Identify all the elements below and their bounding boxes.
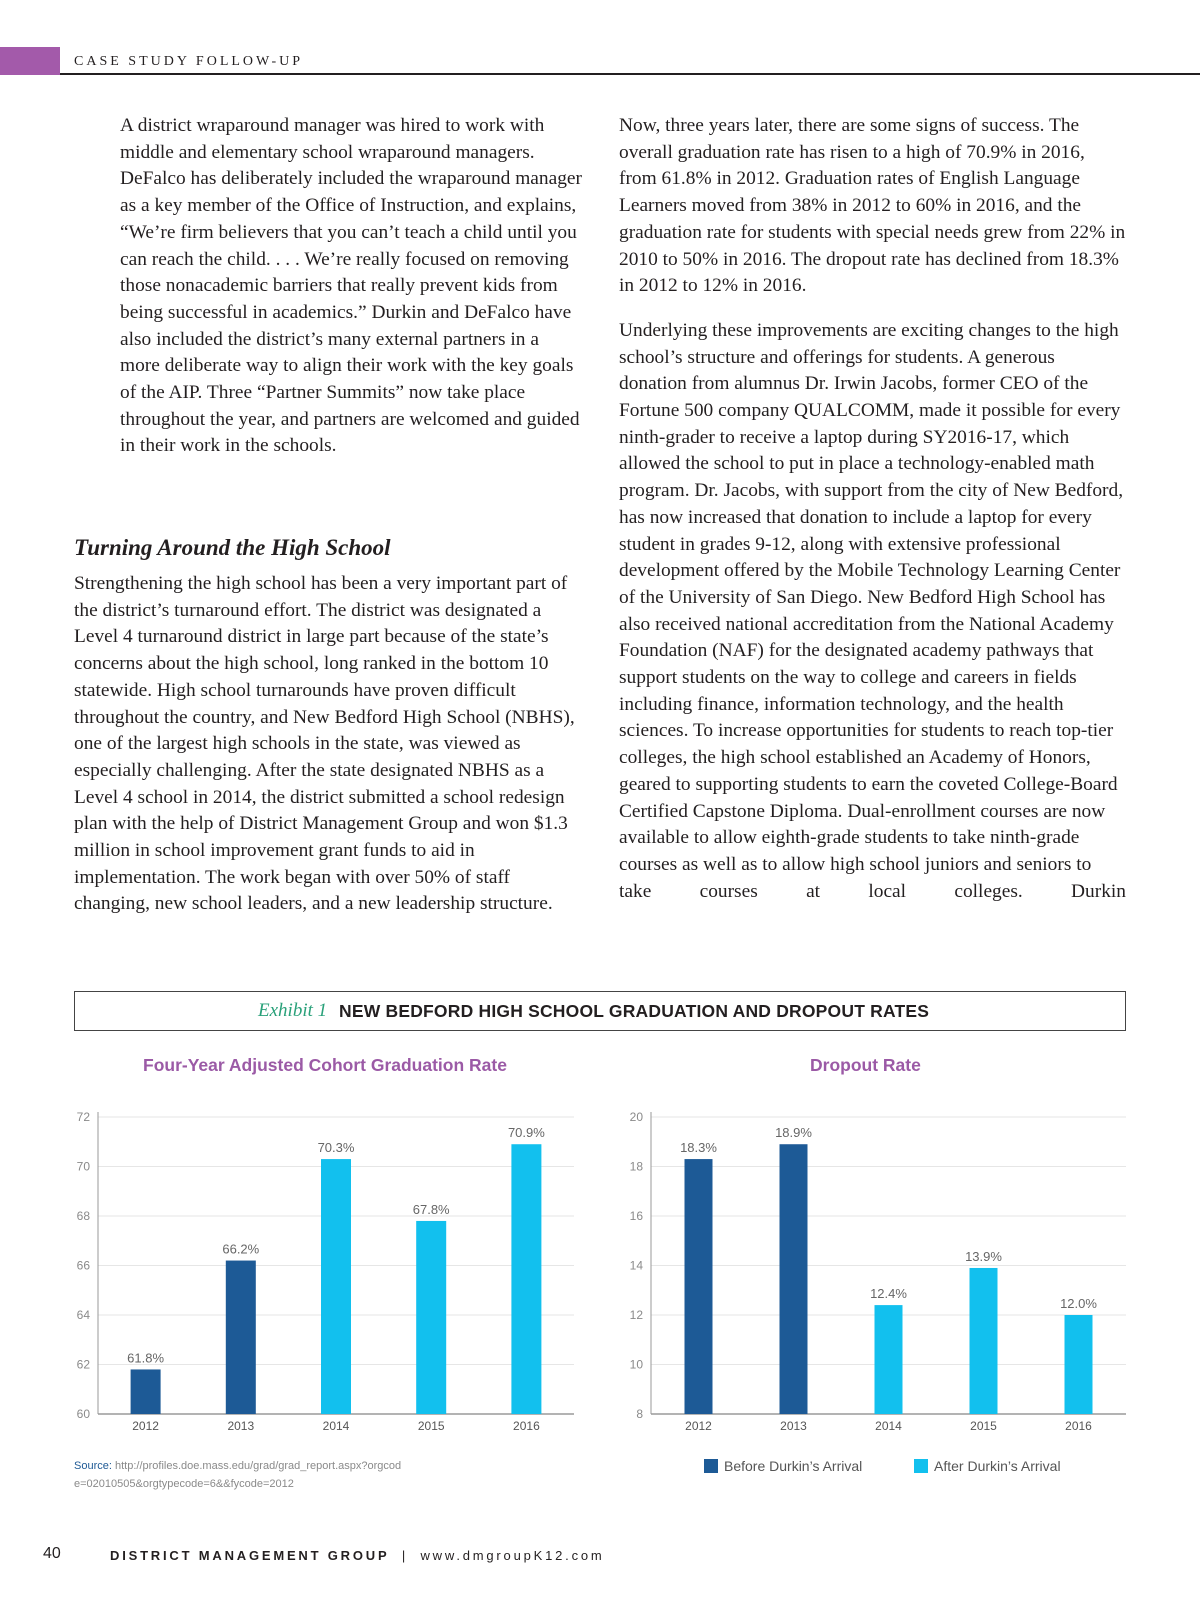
dropout-xtick-label-2013: 2013 xyxy=(780,1419,807,1433)
source-label: Source: xyxy=(74,1460,112,1472)
source-url: http://profiles.doe.mass.edu/grad/grad_report.aspx?orgcode=02010505&orgtypecode=6&&fycode=2012 xyxy=(74,1460,402,1490)
grad-bar-2012 xyxy=(131,1369,161,1414)
dropout-ytick-label: 18 xyxy=(629,1159,643,1174)
legend-swatch-before xyxy=(704,1459,718,1473)
dropout-ytick-label: 20 xyxy=(629,1110,643,1124)
grad-ytick-label: 72 xyxy=(76,1110,90,1124)
grad-ytick-label: 60 xyxy=(76,1407,90,1421)
grad-data-label-2016: 70.9% xyxy=(507,1125,545,1141)
grad-bar-2015 xyxy=(416,1221,446,1414)
dropout-xtick-label-2014: 2014 xyxy=(875,1419,902,1433)
footer-website: www.dmgroupK12.com xyxy=(420,1548,605,1563)
chart-title-graduation: Four-Year Adjusted Cohort Graduation Rate xyxy=(143,1055,507,1075)
dropout-xtick-label-2016: 2016 xyxy=(1065,1419,1092,1433)
dropout-bar-2013 xyxy=(780,1144,808,1414)
grad-xtick-label-2014: 2014 xyxy=(322,1419,350,1433)
dropout-data-label-2012: 18.3% xyxy=(680,1140,717,1156)
grad-ytick-label: 68 xyxy=(76,1209,90,1223)
grad-bar-2016 xyxy=(511,1144,541,1414)
dropout-data-label-2014: 12.4% xyxy=(870,1286,907,1302)
dropout-ytick-label: 16 xyxy=(629,1209,643,1223)
grad-ytick-label: 64 xyxy=(76,1308,90,1322)
dropout-data-label-2016: 12.0% xyxy=(1060,1296,1097,1311)
dropout-ytick-label: 8 xyxy=(636,1407,643,1421)
grad-data-label-2013: 66.2% xyxy=(222,1241,260,1257)
source-note xyxy=(74,1457,404,1493)
grad-xtick-label-2015: 2015 xyxy=(417,1419,445,1433)
dropout-ytick-label: 14 xyxy=(629,1258,643,1273)
footer-org: DISTRICT MANAGEMENT GROUP xyxy=(110,1548,390,1563)
exhibit-title: NEW BEDFORD HIGH SCHOOL GRADUATION AND DROPOUT RATES xyxy=(339,1001,930,1021)
page-number: 40 xyxy=(43,1545,61,1562)
grad-ytick-label: 66 xyxy=(76,1258,90,1273)
paragraph-high-school: Strengthening the high school has been a very important part of the district’s turnaround effort. The district was designated a Level 4 turnaround district in large part because of the state’s concerns about the high school, long ranked in the bottom 10 statewide. High school turnarounds have proven difficult throughout the country, and New Bedford High School (NBHS), one of the largest high schools in the state, was viewed as especially challenging. After the state designated NBHS as a Level 4 school in 2014, the district submitted a school redesign plan with the help of District Management Group and won $1.3 million in school improvement grant funds to aid in implementation. The work began with over 50% of staff changing, new school leaders, and a new leadership structure. xyxy=(74,573,575,915)
section-title: CASE STUDY FOLLOW-UP xyxy=(74,54,304,69)
grad-ytick-label: 70 xyxy=(76,1159,90,1174)
dropout-bar-2014 xyxy=(875,1305,903,1414)
legend-before xyxy=(704,1458,862,1474)
grad-bar-2013 xyxy=(226,1261,256,1414)
grad-xtick-label-2013: 2013 xyxy=(227,1419,255,1433)
legend-swatch-after xyxy=(914,1459,928,1473)
grad-ytick-label: 62 xyxy=(76,1357,90,1372)
dropout-ytick-label: 10 xyxy=(629,1357,643,1372)
paragraph-improvements: Underlying these improvements are exciting changes to the high school’s structure and offerings for students. A generous donation from alumnus Dr. Irwin Jacobs, former CEO of the Fortune 500 company QUALCOMM, made it possible for every ninth-grader to receive a laptop during SY2016-17, which allowed the school to put in place a technology-enabled math program. Dr. Jacobs, with support from the city of New Bedford, has now increased that donation to include a laptop for every student in grades 9-12, along with extensive professional development offered by the Mobile Technology Learning Center of the University of San Diego. New Bedford High School has also received national accreditation from the National Academy Foundation (NAF) for the designated academy pathways that support students on the way to college and careers in fields including finance, information technology, and the health sciences. To increase opportunities for students to reach top-tier colleges, the high school established an Academy of Honors, geared to supporting students to earn the coveted College-Board Certified Capstone Diploma. Dual-enrollment courses are now available to allow eighth-grade students to take ninth-grade courses as well as to allow high school juniors and seniors to take courses at local colleges. Durkin xyxy=(619,319,1126,902)
exhibit-label: Exhibit 1 xyxy=(258,1000,328,1021)
dropout-ytick-label: 12 xyxy=(629,1308,643,1322)
grad-xtick-label-2012: 2012 xyxy=(132,1419,159,1433)
grad-data-label-2012: 61.8% xyxy=(127,1350,165,1366)
dropout-xtick-label-2012: 2012 xyxy=(685,1419,712,1433)
dropout-xtick-label-2015: 2015 xyxy=(970,1419,997,1433)
chart-title-dropout: Dropout Rate xyxy=(810,1055,921,1075)
paragraph-wraparound: A district wraparound manager was hired to work with middle and elementary school wraparound managers. DeFalco has deliberately included the wraparound manager as a key member of the Office of Instruction, and explains, “We’re firm believers that you can’t teach a child until you can reach the child. . . . We’re really focused on removing those nonacademic barriers that really prevent kids from being successful in academics.” Durkin and DeFalco have also included the district’s many external partners in a more deliberate way to align their work with the key goals of the AIP. Three “Partner Summits” now take place throughout the year, and partners are welcomed and guided in their work in the schools. xyxy=(120,115,582,457)
grad-bar-2014 xyxy=(321,1159,351,1414)
grad-xtick-label-2016: 2016 xyxy=(513,1419,540,1433)
heading-turning-around: Turning Around the High School xyxy=(74,535,391,560)
dropout-data-label-2015: 13.9% xyxy=(965,1248,1002,1264)
paragraph-signs-of-success: Now, three years later, there are some signs of success. The overall graduation rate has risen to a high of 70.9% in 2016, from 61.8% in 2012. Graduation rates of English Language Learners moved from 38% in 2012 to 60% in 2016, and the graduation rate for students with special needs grew from 22% in 2010 to 50% in 2016. The dropout rate has declined from 18.3% in 2012 to 12% in 2016. xyxy=(619,115,1126,297)
grad-data-label-2015: 67.8% xyxy=(412,1201,450,1217)
footer-separator: | xyxy=(401,1548,409,1563)
dropout-bar-2015 xyxy=(970,1268,998,1414)
dropout-data-label-2013: 18.9% xyxy=(775,1125,812,1141)
legend-label-after: After Durkin’s Arrival xyxy=(934,1458,1061,1474)
dropout-bar-2016 xyxy=(1065,1315,1093,1414)
grad-data-label-2014: 70.3% xyxy=(317,1140,355,1156)
legend-label-before: Before Durkin’s Arrival xyxy=(724,1458,863,1474)
footer-text xyxy=(110,1548,605,1563)
legend-after xyxy=(914,1458,1061,1474)
dropout-bar-2012 xyxy=(685,1159,713,1414)
